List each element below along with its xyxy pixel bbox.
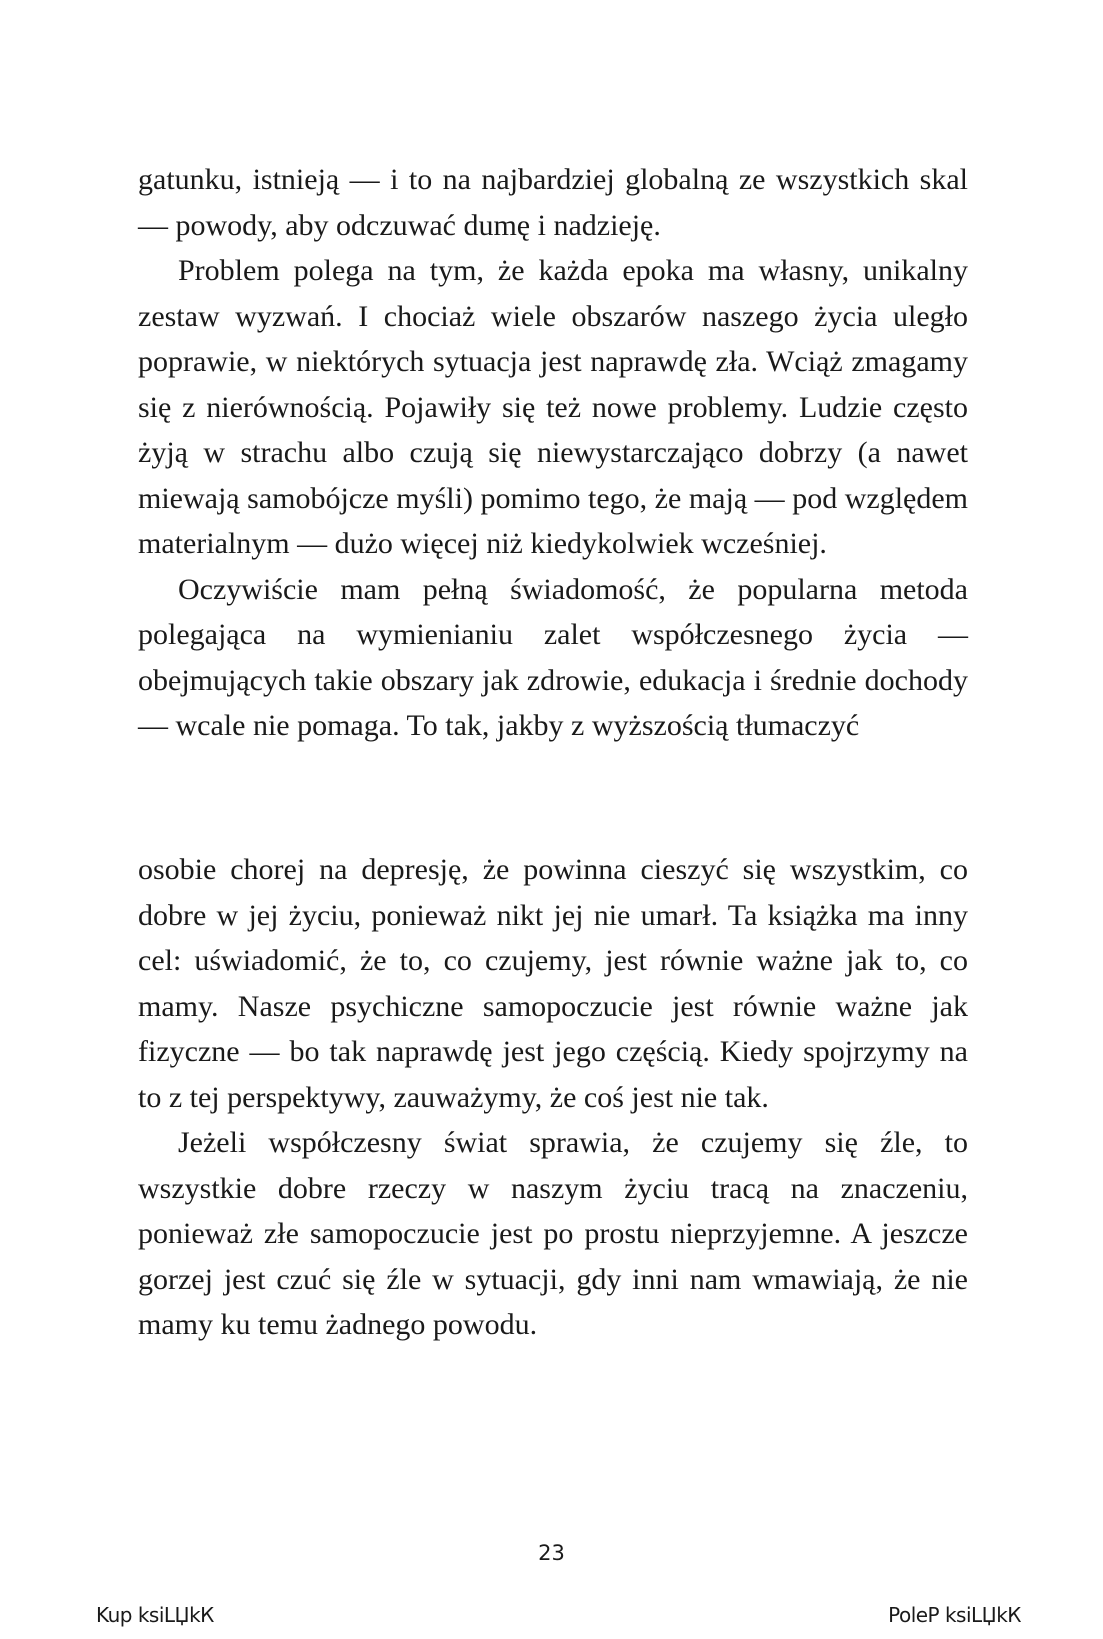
recommend-book-link[interactable]: PoleР ksiLЏkК [888, 1603, 1021, 1627]
paragraph: Oczywiście mam pełną świadomość, że popularna metoda polegająca na wymienianiu zalet współczesnego życia — obejmujących takie obszary jak zdrowie, edukacja i średnie dochody — wcale nie pomaga. To tak, jakby z wyższością tłumaczyć [138, 572, 968, 742]
paragraph: Problem polega na tym, że każda epoka ma własny, unikalny zestaw wyzwań. I chociaż wiele obszarów naszego życia uległo poprawie, w niektórych sytuacja jest naprawdę zła. Wciąż zmagamy się z nierównością. Pojawiły się też nowe problemy. Ludzie często żyją w strachu albo czują się niewystarczająco dobrzy (a nawet miewają samobójcze myśli) pomimo tego, że mają — pod względem materialnym — dużo więcej niż kiedykolwiek wcześniej. [138, 254, 968, 560]
paragraph-continuation: osobie chorej na depresję, że powinna cieszyć się wszystkim, co dobre w jej życiu, ponieważ nikt jej nie umarł. Ta książka ma inny cel: uświadomić, że to, co czujemy, jest równie ważne jak to, co mamy. Nasze psychiczne samopoczucie jest równie ważne jak fizyczne — bo tak naprawdę jest jego częścią. Kiedy spojrzymy na to z tej perspektywy, zauważymy, że coś jest nie tak. [138, 853, 968, 1114]
paragraph: Jeżeli współczesny świat sprawia, że czujemy się źle, to wszystkie dobre rzeczy w naszym życiu tracą na znaczeniu, ponieważ złe samopoczucie jest po prostu nieprzyjemne. A jeszcze gorzej jest czuć się źle w sytuacji, gdy inni nam wmawiają, że nie mamy ku temu żadnego powodu. [138, 1126, 968, 1341]
page-number: 23 [538, 1541, 565, 1565]
paragraph-continuation: gatunku, istnieją — i to na najbardziej globalną ze wszystkich skal — powody, aby odczuwać dumę i nadzieję. [138, 163, 968, 242]
text-block-top [138, 157, 968, 749]
buy-book-link[interactable]: Kup ksiLЏkК [96, 1603, 214, 1627]
text-block-bottom [138, 847, 968, 1348]
